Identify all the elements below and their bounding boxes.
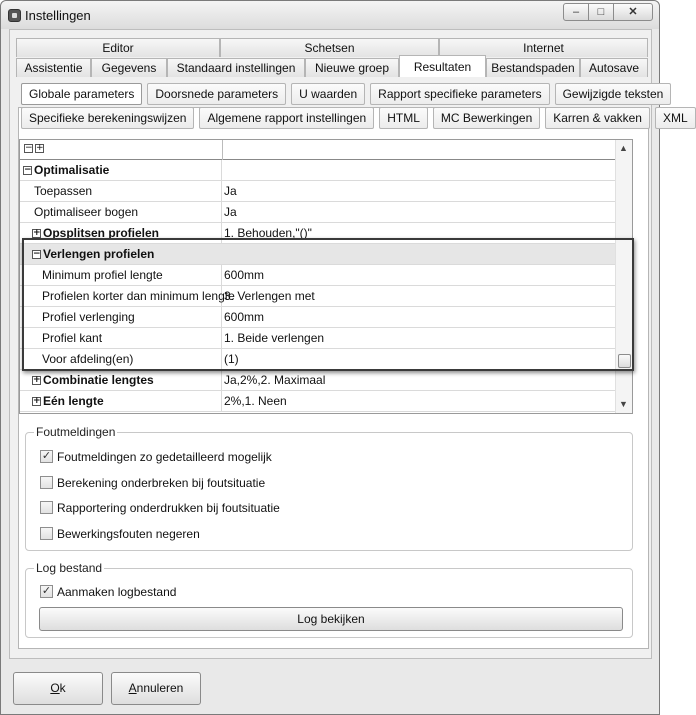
row-value[interactable]: Ja (224, 184, 237, 198)
grid-row-profiel-kant[interactable] (20, 328, 616, 349)
main-tabs-row-2 (16, 58, 648, 77)
row-value (224, 160, 614, 181)
tab-nieuwe-groep[interactable]: Nieuwe groep (305, 58, 399, 77)
checkbox-label: Rapportering onderdrukken bij foutsituatie (57, 501, 280, 515)
grid-row-verlengen-profielen[interactable] (20, 244, 616, 265)
checkbox-checked-icon[interactable]: ✓ (41, 450, 52, 463)
check-foutmeldingen-gedetailleerd[interactable] (40, 450, 272, 466)
subtab-algemene-rapport-instellingen[interactable]: Algemene rapport instellingen (199, 107, 374, 129)
log-bestand-group (25, 561, 633, 638)
subtab-specifieke-berekeningswijzen[interactable]: Specifieke berekeningswijzen (21, 107, 194, 129)
log-bekijken-button[interactable]: Log bekijken (39, 607, 623, 631)
row-name: Minimum profiel lengte (20, 265, 222, 286)
tab-bestandspaden[interactable]: Bestandspaden (486, 58, 580, 77)
grid-toolbar (20, 140, 616, 160)
log-bestand-legend: Log bestand (36, 561, 103, 575)
row-name: Verlengen profielen (43, 247, 155, 261)
row-name: Optimaliseer bogen (20, 202, 222, 223)
main-tabs-row-1 (16, 38, 648, 57)
grid-toolbar-separator (222, 140, 223, 160)
scroll-up-icon[interactable]: ▲ (619, 143, 628, 153)
row-value[interactable]: Ja,2%,2. Maximaal (224, 373, 326, 387)
subtab-gewijzigde-teksten[interactable]: Gewijzigde teksten (555, 83, 672, 105)
grid-row-optimaliseer-bogen[interactable] (20, 202, 616, 223)
scroll-down-icon[interactable]: ▼ (619, 399, 628, 409)
tab-editor[interactable]: Editor (16, 38, 220, 57)
tab-standaard-instellingen[interactable]: Standaard instellingen (167, 58, 305, 77)
cancel-mnemonic: A (128, 681, 137, 695)
row-name: Voor afdeling(en) (20, 349, 222, 370)
subtab-doorsnede-parameters[interactable]: Doorsnede parameters (147, 83, 286, 105)
subtabs-row-2 (21, 107, 696, 129)
row-name: Opsplitsen profielen (43, 226, 160, 240)
tab-gegevens[interactable]: Gegevens (91, 58, 167, 77)
check-rapportering-onderdrukken[interactable] (40, 501, 280, 517)
check-bewerkingsfouten-negeren[interactable] (40, 527, 200, 543)
ok-label-rest: k (59, 681, 66, 695)
row-name: Combinatie lengtes (43, 373, 154, 387)
checkbox-label: Aanmaken logbestand (57, 585, 177, 599)
cancel-button[interactable] (111, 672, 201, 705)
checkbox-icon[interactable] (40, 527, 53, 540)
maximize-button[interactable]: □ (588, 3, 614, 21)
row-name: Profielen korter dan minimum lengte (20, 286, 222, 307)
subtab-html[interactable]: HTML (379, 107, 428, 129)
expand-icon[interactable]: + (33, 396, 41, 407)
row-value[interactable]: 1. Beide verlengen (224, 331, 325, 345)
app-icon (8, 9, 21, 22)
subtabs-row-1 (21, 83, 671, 105)
subtab-globale-parameters[interactable]: Globale parameters (21, 83, 142, 105)
grid-row-voor-afdeling[interactable] (20, 349, 616, 370)
cancel-label-rest: nnuleren (136, 681, 184, 695)
row-name: Profiel kant (20, 328, 222, 349)
checkbox-checked-icon[interactable]: ✓ (41, 585, 52, 598)
subtab-u-waarden[interactable]: U waarden (291, 83, 365, 105)
row-name: Profiel verlenging (20, 307, 222, 328)
row-name: Optimalisatie (34, 163, 110, 177)
checkbox-label: Foutmeldingen zo gedetailleerd mogelijk (57, 450, 272, 464)
row-value[interactable]: Ja (224, 205, 237, 219)
row-name: Eén lengte (43, 394, 104, 408)
subtab-mc-bewerkingen[interactable]: MC Bewerkingen (433, 107, 540, 129)
scrollbar-thumb[interactable] (618, 354, 631, 368)
checkbox-icon[interactable] (40, 476, 53, 489)
minimize-button[interactable]: – (563, 3, 589, 21)
window-title: Instellingen (25, 8, 91, 23)
expand-all-icon[interactable]: + (36, 143, 44, 153)
grid-row-combinatie-lengtes[interactable] (20, 370, 616, 391)
subtab-xml[interactable]: XML (655, 107, 696, 129)
tab-autosave[interactable]: Autosave (580, 58, 648, 77)
collapse-icon[interactable]: − (24, 165, 32, 176)
check-aanmaken-logbestand[interactable] (40, 585, 176, 601)
grid-row-optimalisatie[interactable] (20, 160, 616, 181)
row-value (224, 244, 614, 265)
property-grid[interactable] (19, 139, 633, 414)
foutmeldingen-legend: Foutmeldingen (36, 425, 116, 439)
tab-schetsen[interactable]: Schetsen (220, 38, 439, 57)
grid-row-profielen-korter[interactable] (20, 286, 616, 307)
row-value[interactable]: 1. Behouden,"()" (224, 226, 312, 240)
check-berekening-onderbreken[interactable] (40, 476, 265, 492)
collapse-icon[interactable]: − (33, 249, 41, 260)
tab-resultaten[interactable]: Resultaten (399, 55, 486, 77)
row-value[interactable]: 2%,1. Neen (224, 394, 287, 408)
row-value[interactable]: (1) (224, 352, 239, 366)
subtab-karren-vakken[interactable]: Karren & vakken (545, 107, 650, 129)
grid-row-opsplitsen-profielen[interactable] (20, 223, 616, 244)
checkbox-label: Bewerkingsfouten negeren (57, 527, 200, 541)
checkbox-icon[interactable] (40, 501, 53, 514)
expand-icon[interactable]: + (33, 375, 41, 386)
grid-row-profiel-verlenging[interactable] (20, 307, 616, 328)
grid-scrollbar[interactable] (615, 140, 632, 413)
expand-icon[interactable]: + (33, 228, 41, 239)
ok-button[interactable] (13, 672, 103, 705)
subtab-rapport-specifieke-parameters[interactable]: Rapport specifieke parameters (370, 83, 549, 105)
grid-row-minimum-profiel-lengte[interactable] (20, 265, 616, 286)
row-name: Toepassen (20, 181, 222, 202)
collapse-all-icon[interactable]: − (25, 143, 33, 153)
ok-mnemonic: O (50, 681, 60, 695)
grid-row-toepassen[interactable] (20, 181, 616, 202)
close-button[interactable]: ✕ (613, 3, 653, 21)
tab-internet[interactable]: Internet (439, 38, 648, 57)
row-value[interactable]: 600mm (224, 310, 265, 324)
row-value[interactable]: 3. Verlengen met (224, 289, 315, 303)
foutmeldingen-group (25, 425, 633, 551)
tab-assistentie[interactable]: Assistentie (16, 58, 91, 77)
row-value[interactable]: 600mm (224, 268, 265, 282)
grid-row-een-lengte[interactable] (20, 391, 616, 412)
title-bar[interactable] (1, 1, 659, 29)
checkbox-label: Berekening onderbreken bij foutsituatie (57, 476, 266, 490)
